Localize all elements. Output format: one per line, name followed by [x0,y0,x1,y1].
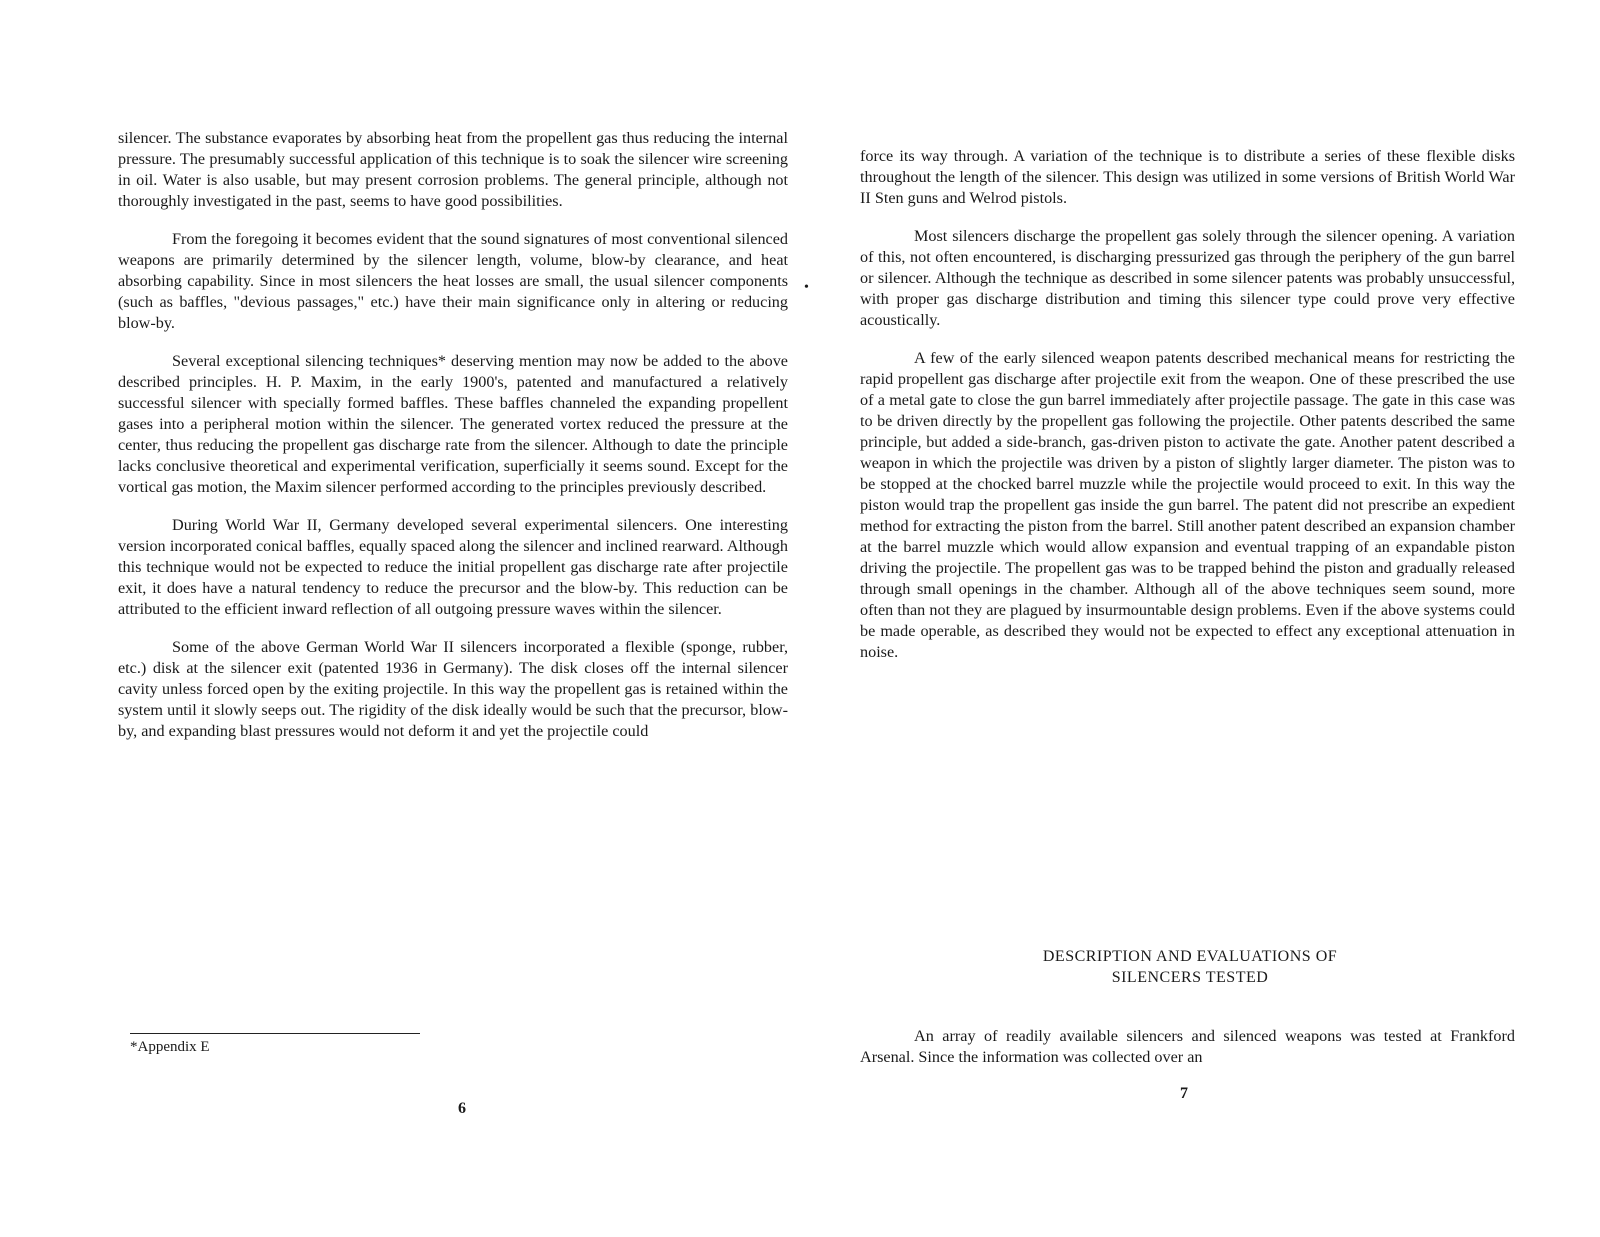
left-paragraph-4: During World War II, Germany developed several experimental silencers. One interesting version incorporated conical baffles, equally spaced along the silencer and inclined rearward. Although this technique would not be expected to reduce the initial propellent gas discharge rate after projectile exit, it does have a natural tendency to reduce the precursor and the blow-by. This reduction can be attributed to the efficient inward reflection of all outgoing pressure waves within the silencer. [118,516,788,618]
section-heading [900,946,1480,988]
left-paragraph-1: silencer. The substance evaporates by absorbing heat from the propellent gas thus reducing the internal pressure. The presumably successful application of this technique is to soak the silencer wire screening in oil. Water is also usable, but may present corrosion problems. The general principle, although not thoroughly investigated in the past, seems to have good possibilities. [118,129,788,210]
page-number-right: 7 [1180,1085,1188,1102]
section-heading-line-1: DESCRIPTION AND EVALUATIONS OF [1042,948,1338,965]
right-page [800,0,1600,1237]
right-paragraph-4: An array of readily available silencers and silenced weapons was tested at Frankford Arsenal. Since the information was collected over an [860,1027,1515,1066]
right-final-text [860,1026,1515,1068]
left-paragraph-2: From the foregoing it becomes evident that the sound signatures of most conventional silenced weapons are primarily determined by the silencer length, volume, blow-by clearance, and heat absorbing capability. Since in most silencers the heat losses are small, the usual silencer components (such as baffles, "devious passages," etc.) have their main significance only in altering or reducing blow-by. [118,230,788,332]
right-paragraph-2: Most silencers discharge the propellent gas solely through the silencer opening. A variation of this, not often encountered, is discharging pressurized gas through the periphery of the gun barrel or silencer. Although the technique as described in some silencer patents was probably unsuccessful, with proper gas discharge distribution and timing this silencer type could prove very effective acoustically. [860,227,1515,329]
page-number-left: 6 [458,1100,466,1117]
left-paragraph-5: Some of the above German World War II silencers incorporated a flexible (sponge, rubber, etc.) disk at the silencer exit (patented 1936 in Germany). The disk closes off the internal silencer cavity unless forced open by the exiting projectile. In this way the propellent gas is retained within the system until it slowly seeps out. The rigidity of the disk ideally would be such that the precursor, blow-by, and expanding blast pressures would not deform it and yet the projectile could [118,638,788,740]
footnote: *Appendix E [130,1039,210,1055]
left-text-column [118,128,788,742]
footnote-divider [130,1033,420,1034]
left-paragraph-3: Several exceptional silencing techniques* deserving mention may now be added to the above described principles. H. P. Maxim, in the early 1900's, patented and manufactured a relatively successful silencer with specially formed baffles. These baffles channeled the expanding propellent gases into a peripheral motion within the silencer. The generated vortex reduced the pressure at the center, thus reducing the propellent gas discharge rate from the silencer. Although to date the principle lacks conclusive theoretical and experimental verification, superficially it seems sound. Except for the vortical gas motion, the Maxim silencer performed according to the principles previously described. [118,352,788,496]
right-paragraph-1: force its way through. A variation of the technique is to distribute a series of these flexible disks throughout the length of the silencer. This design was utilized in some versions of British World War II Sten guns and Welrod pistols. [860,147,1515,207]
right-text-column [860,146,1515,663]
section-heading-line-2: SILENCERS TESTED [1111,969,1269,986]
scan-speck: • [804,280,809,295]
right-paragraph-3: A few of the early silenced weapon patents described mechanical means for restricting the rapid propellent gas discharge after projectile exit from the weapon. One of these prescribed the use of a metal gate to close the gun barrel immediately after projectile passage. The gate in this case was to be driven directly by the propellent gas following the projectile. Other patents described the same principle, but added a side-branch, gas-driven piston to activate the gate. Another patent described a weapon in which the projectile was driven by a piston of slightly larger diameter. The piston was to be stopped at the chocked barrel muzzle while the projectile would proceed to exit. In this way the piston would trap the propellent gas inside the gun barrel. The patent did not prescribe an expedient method for extracting the piston from the barrel. Still another patent described an expansion chamber at the barrel muzzle which would allow expansion and eventual trapping of an expandable piston driving the projectile. The propellent gas was to be trapped behind the piston and gradually released through small openings in the chamber. Although all of the above techniques seem sound, more often than not they are plagued by insurmountable design problems. Even if the above systems could be made operable, as described they would not be expected to effect any exceptional attenuation in noise. [860,349,1515,661]
